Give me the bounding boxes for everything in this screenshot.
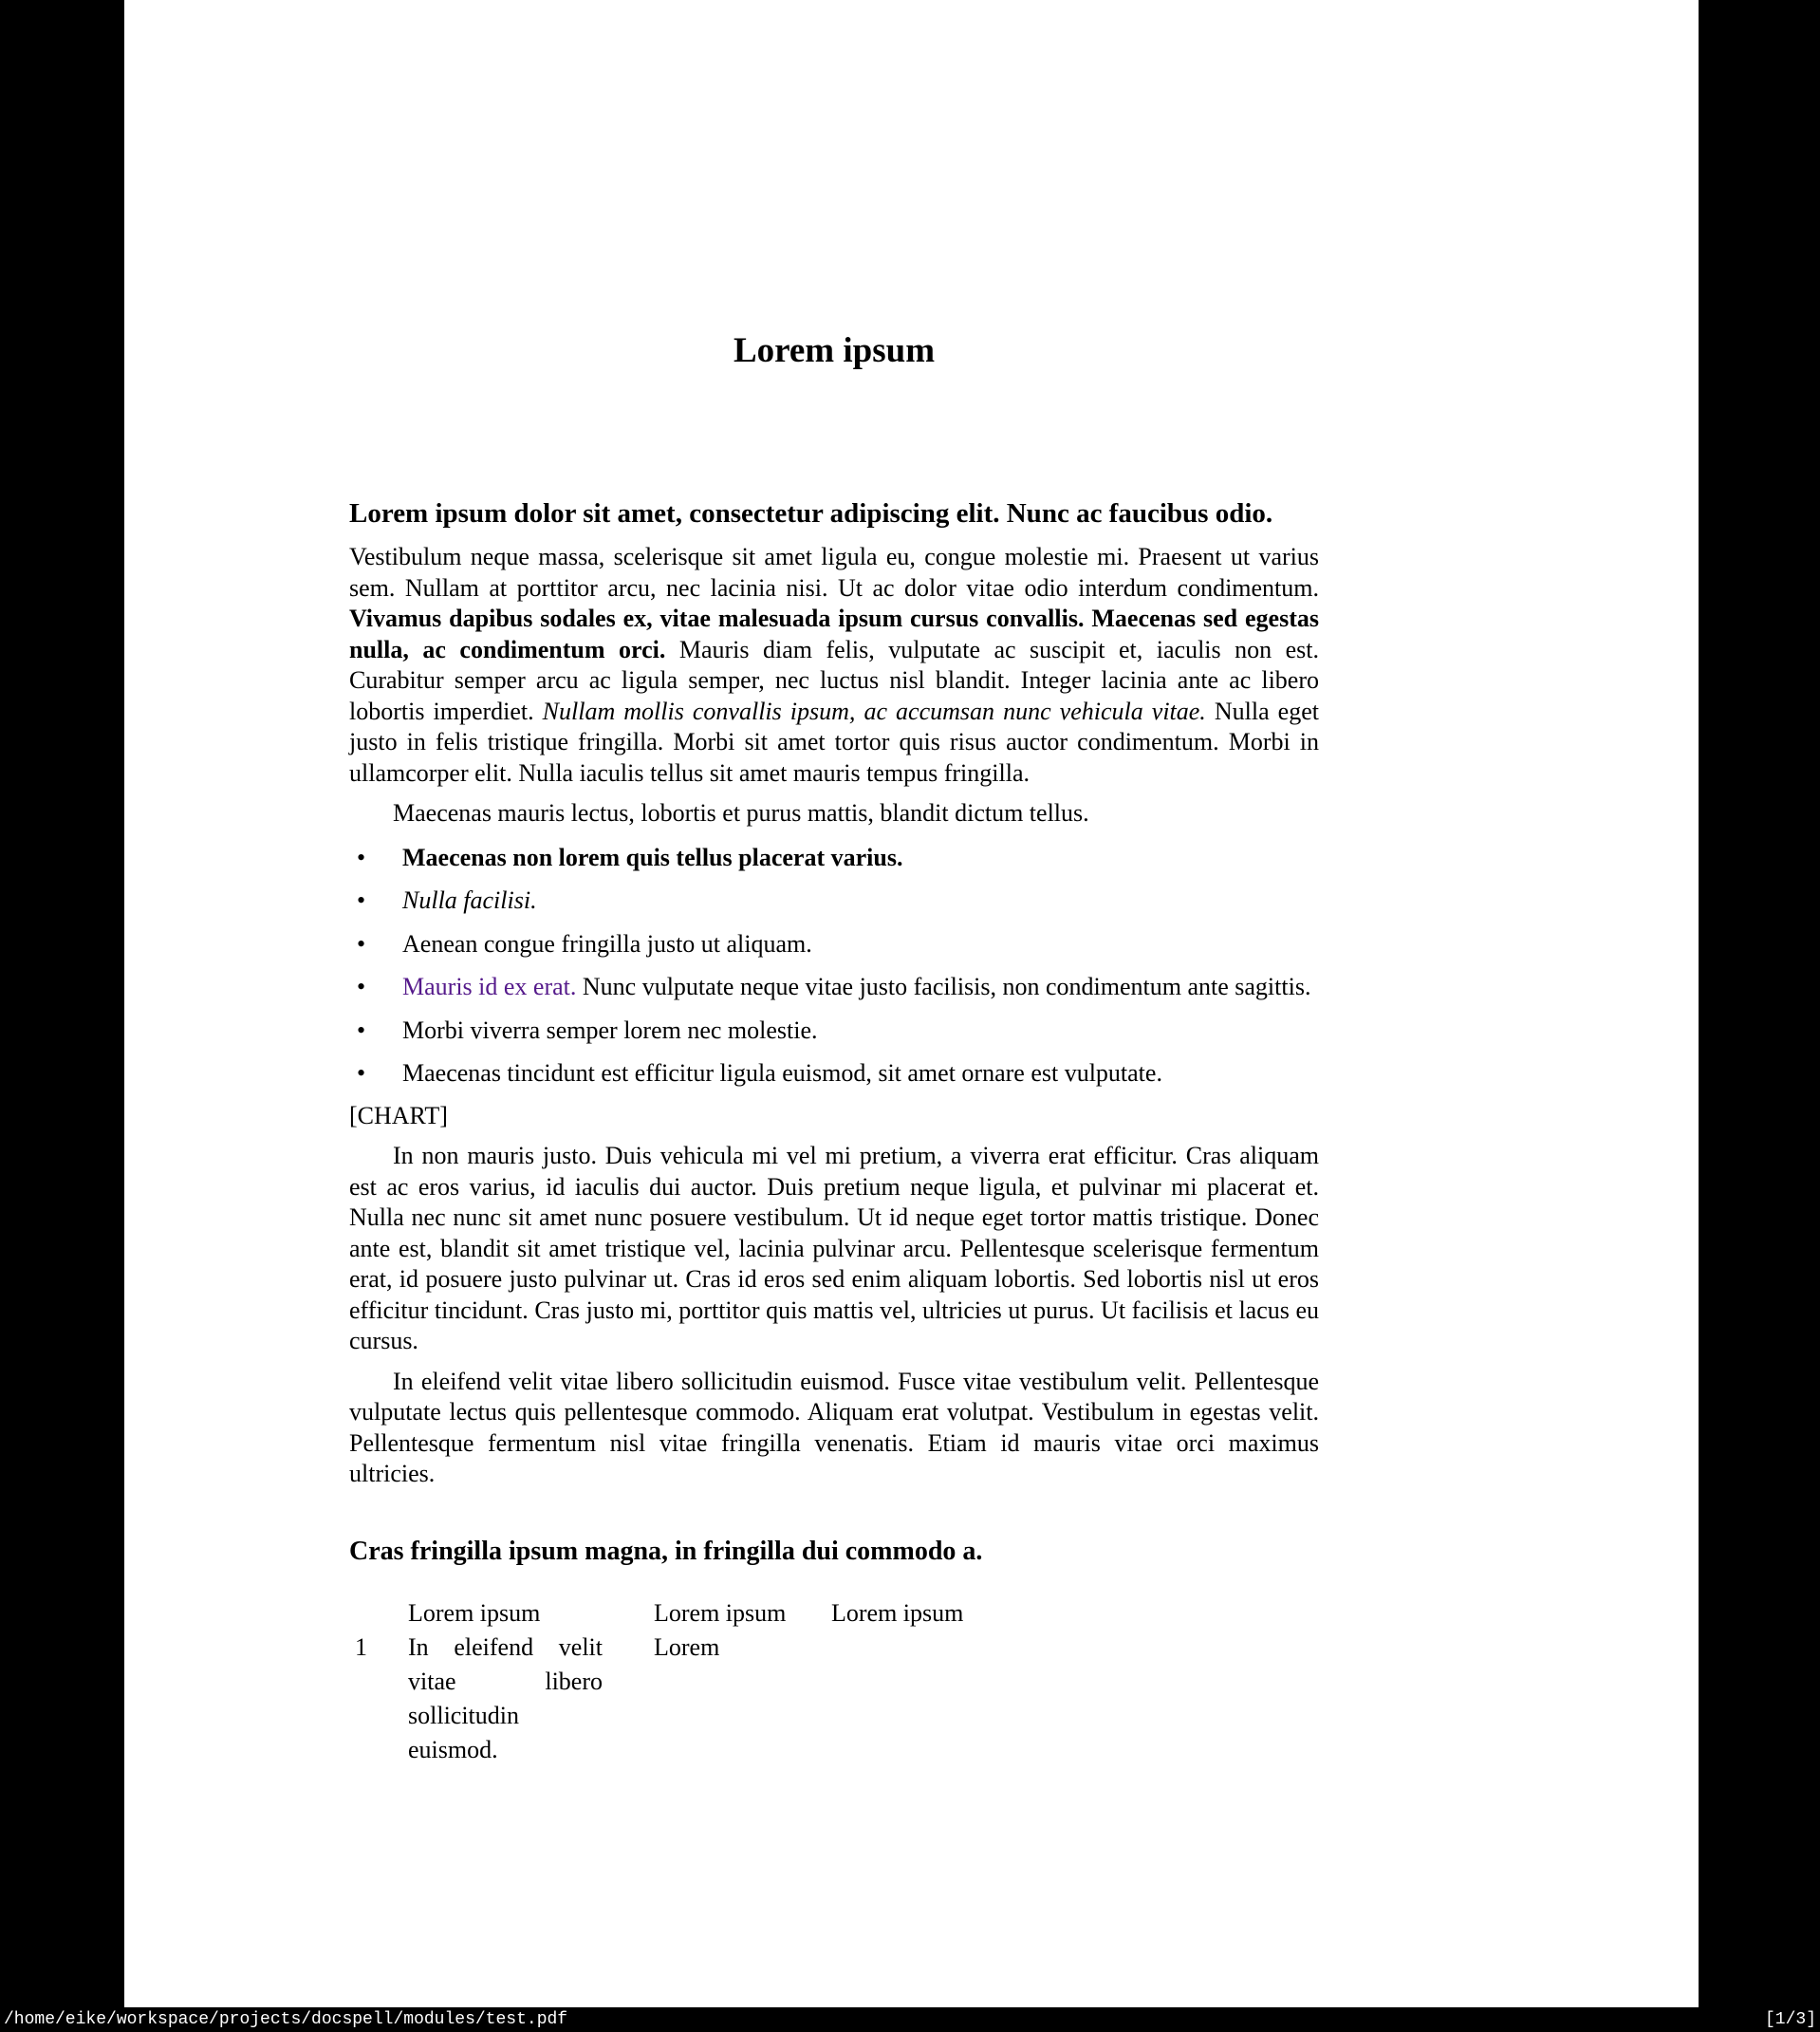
bullet-icon: • (357, 929, 366, 958)
paragraph-2: In non mauris justo. Duis vehicula mi vel mi pretium, a viverra erat efficitur. Cras aliquam est ac eros varius, id iaculis dui auctor. Duis pretium neque ligula, et pulvinar mi placerat et. Nulla nec nunc sit amet nunc posuere vestibulum. Ut id neque eget tortor mattis tristique. Donec ante est, blandit sit amet tristique vel, lacinia pulvinar arcu. Pellentesque scelerisque fermentum erat, id posuere justo pulvinar ut. Cras id eros sed enim aliquam lobortis. Sed lobortis nisl ut eros efficitur tincidunt. Cras justo mi, porttitor quis mattis vel, ultricies ut purus. Ut facilisis et lacus eu cursus. (349, 1142, 1319, 1354)
table-cell-col3 (831, 1631, 1319, 1767)
table-header-col2: Lorem ipsum (654, 1598, 787, 1627)
bullet-item (349, 1016, 1319, 1047)
bullet-text (402, 1059, 1162, 1087)
document-title: Lorem ipsum (733, 331, 936, 370)
text-run: Maecenas non lorem quis tellus placerat varius. (402, 843, 903, 871)
bullet-item (349, 1058, 1319, 1090)
text-run: Aenean congue fringilla justo ut aliquam. (402, 929, 812, 958)
bullet-text (402, 930, 812, 958)
bullet-text (402, 1016, 818, 1044)
text-run: Nulla eget justo in felis tristique fringilla. Morbi sit amet tortor quis risus auctor condimentum. Morbi in ullamcorper elit. Nulla iaculis tellus sit amet mauris tempus fringilla. (349, 697, 1319, 787)
table-row-number: 1 (355, 1632, 367, 1661)
indented-paragraph: Maecenas mauris lectus, lobortis et purus mattis, blandit dictum tellus. (393, 799, 1089, 827)
bullet-icon: • (357, 886, 366, 914)
text-run: Nulla facilisi. (402, 886, 537, 914)
table-header-col1: Lorem ipsum (408, 1598, 541, 1627)
bullet-item (349, 929, 1319, 960)
text-run: Nullam mollis convallis ipsum, ac accumsan nunc vehicula vitae. (542, 697, 1215, 725)
status-bar (0, 2007, 1820, 2032)
page-indicator: [1/3] (1764, 2010, 1816, 2029)
bullet-list (349, 843, 1319, 1090)
bullet-text (402, 844, 902, 871)
bullet-item (349, 972, 1319, 1003)
paragraph-1 (349, 542, 1319, 789)
bullet-item (349, 843, 1319, 874)
text-run: Morbi viverra semper lorem nec molestie. (402, 1016, 818, 1044)
bullet-icon: • (357, 973, 366, 1000)
table-cell-col1-text: In eleifend velit vitae libero sollicitudin euismod. (408, 1632, 603, 1763)
text-run: Nunc vulputate neque vitae justo facilisis, non condimentum ante sagittis. (582, 973, 1311, 1000)
data-table (349, 1596, 1319, 1767)
link-mauris-id-ex-erat[interactable]: Mauris id ex erat. (402, 973, 583, 1000)
bullet-text (402, 973, 1310, 1000)
bullet-icon: • (357, 1059, 366, 1087)
chart-placeholder: [CHART] (349, 1101, 448, 1129)
text-run: Maecenas tincidunt est efficitur ligula euismod, sit amet ornare est vulputate. (402, 1059, 1162, 1087)
text-run: Vivamus dapibus sodales ex, vitae malesuada ipsum cursus convallis. Maecenas sed egestas nulla, ac condimentum orci. (349, 605, 1319, 663)
paragraph-3: In eleifend velit vitae libero sollicitudin euismod. Fusce vitae vestibulum velit. Pellentesque vulputate lectus quis pellentesque commodo. Aliquam erat volutpat. Vestibulum in egestas velit. Pellentesque fermentum nisl vitae fringilla venenatis. Etiam id mauris vitae orci maximus ultricies. (349, 1367, 1319, 1487)
file-path-label: /home/eike/workspace/projects/docspell/modules/test.pdf (4, 2010, 568, 2029)
text-run: Mauris diam felis, vulputate ac suscipit et, iaculis non est. Curabitur semper arcu ac ligula semper, nec luctus nisl blandit. Integer lacinia ante ac libero lobortis imperdiet. (349, 635, 1320, 725)
table-cell-col1 (408, 1631, 654, 1767)
bullet-text (402, 886, 537, 914)
table-cell-col2: Lorem (654, 1632, 720, 1661)
section-heading-2: Cras fringilla ipsum magna, in fringilla dui commodo a. (349, 1536, 983, 1566)
page-content (349, 0, 1319, 1767)
bullet-icon: • (357, 843, 366, 871)
table-header-spacer (349, 1596, 408, 1631)
bullet-icon: • (357, 1016, 366, 1044)
section-heading-1: Lorem ipsum dolor sit amet, consectetur adipiscing elit. Nunc ac faucibus odio. (349, 498, 1273, 529)
text-run: Vestibulum neque massa, scelerisque sit amet ligula eu, congue molestie mi. Praesent ut varius sem. Nullam at porttitor arcu, nec lacinia nisi. Ut ac dolor vitae odio interdum condimentum. (349, 543, 1319, 602)
pdf-page (124, 0, 1699, 2007)
bullet-item (349, 886, 1319, 917)
table-header-col3: Lorem ipsum (831, 1598, 964, 1627)
